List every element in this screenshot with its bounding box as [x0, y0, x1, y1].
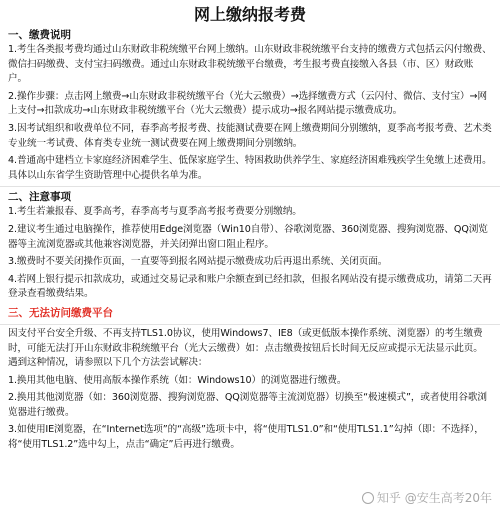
paragraph: 1.考生若兼报春、夏季高考，春季高考与夏季高考报考费要分别缴纳。: [8, 206, 302, 218]
divider: [0, 186, 500, 187]
page-title: 网上缴纳报考费: [193, 5, 306, 24]
paragraph: 3.缴费时不要关闭操作页面，一直要等到报名网站提示缴费成功后再退出系统、关闭页面。: [8, 256, 388, 268]
paragraph: 2.操作步骤：点击网上缴费→山东财政非税统缴平台（光大云缴费）→选择缴费方式（云闪付、微信、支付宝）→网上支付→扣款成功→山东财政非税统缴平台（光大云缴费）提示成功→报名网站提示缴费成功。: [8, 90, 487, 117]
paragraph: 因支付平台安全升级、不再支持TLS1.0协议，使用Windows7、IE8（或更低版本操作系统、浏览器）的考生缴费时，可能无法打开山东财政非税统缴平台（光大云缴费）如：点击缴费按钮后长时间无反应或提示无法显示此页。遇到这种情况，请参照以下几个方法尝试解决：: [8, 327, 483, 369]
section-heading-access-issue: 三、无法访问缴费平台: [8, 306, 113, 319]
paragraph: 3.如使用IE浏览器，在“Internet选项”的“高级”选项卡中，将“使用TLS1.0”和“使用TLS1.1”勾掉（即：不选择），将“使用TLS1.2”选中勾上，点击“确定”后再进行缴费。: [8, 424, 484, 451]
paragraph: 2.换用其他浏览器（如：360浏览器、搜狗浏览器、QQ浏览器等主流浏览器）切换至“极速模式”，或者使用谷歌浏览器进行缴费。: [8, 392, 487, 418]
section-heading-notes: 二、注意事项: [8, 191, 71, 204]
paragraph: 3.因考试组织和收费单位不同，春季高考报考费、技能测试费要在网上缴费期间分别缴纳，夏季高考报考费、艺术类专业统一考试费、体育类专业统一测试费要在网上缴费期间分别缴纳。: [8, 122, 492, 149]
paragraph: 2.建议考生通过电脑操作，推荐使用Edge浏览器（Win10自带）、谷歌浏览器、360浏览器、搜狗浏览器、QQ浏览器等主流浏览器或其他兼容浏览器，并关闭弹出窗口阻止程序。: [8, 223, 488, 250]
paragraph: 4.若网上银行提示扣款成功，或通过交易记录和账户余额查到已经扣款，但报名网站没有提示缴费成功，请第二天再登录查看缴费结果。: [8, 273, 492, 300]
paragraph: 4.普通高中建档立卡家庭经济困难学生、低保家庭学生、特困救助供养学生、家庭经济困难残疾学生免缴上述费用。具体以山东省学生资助管理中心提供名单为准。: [8, 155, 492, 181]
section-heading-payment-info: 一、缴费说明: [8, 29, 71, 41]
watermark-text: 知乎 @安生高考20年: [376, 491, 492, 505]
paragraph: 1.考生各类报考费均通过山东财政非税统缴平台网上缴纳。山东财政非税统缴平台支持的缴费方式包括云闪付缴费、微信扫码缴费、支付宝扫码缴费。通过山东财政非税统缴平台缴费，考生报考费直接缴入各县（市、区）财政账户。: [8, 44, 492, 85]
paragraph: 1.换用其他电脑、使用高版本操作系统（如：Windows10）的浏览器进行缴费。: [8, 374, 347, 386]
zhihu-logo-icon: [362, 492, 374, 504]
watermark: [359, 489, 492, 506]
divider: [0, 324, 500, 325]
